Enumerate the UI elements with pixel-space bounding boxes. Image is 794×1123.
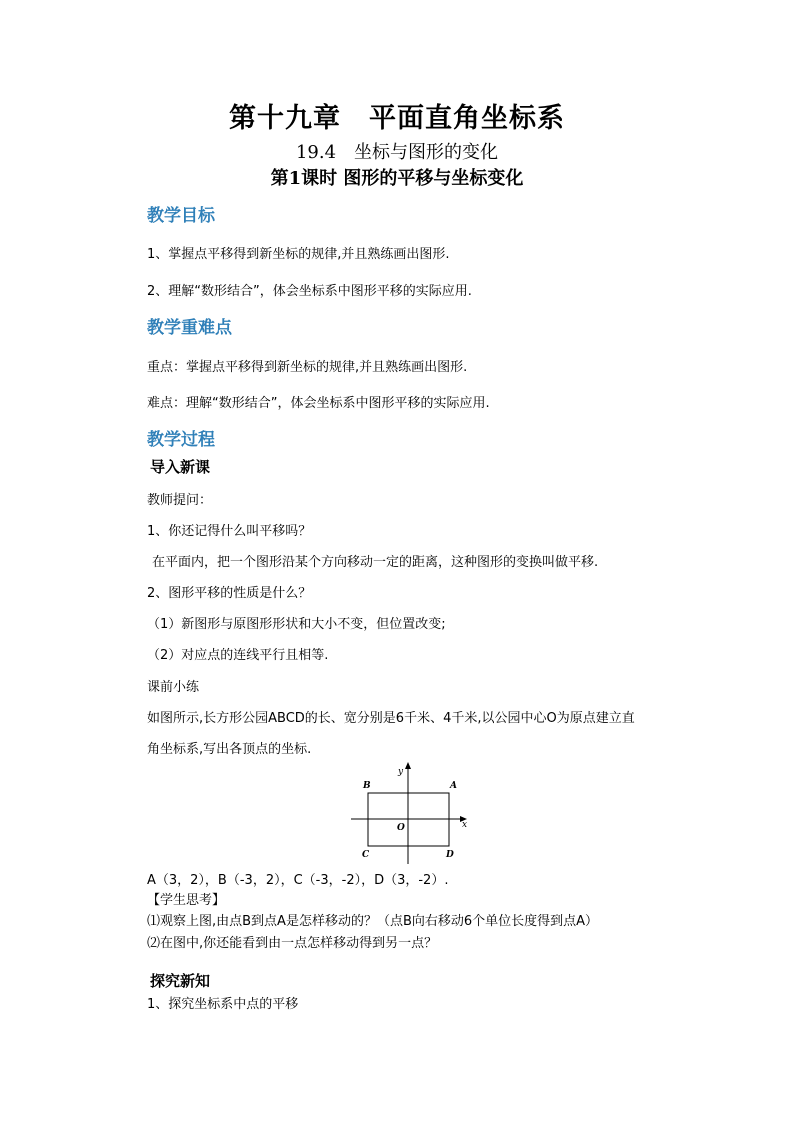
x-axis-label: x — [462, 820, 468, 830]
chapter-title: 第十九章 平面直角坐标系 — [229, 103, 565, 134]
y-axis-label: y — [398, 767, 404, 777]
coordinate-rectangle-figure — [349, 760, 473, 866]
section-title: 19.4 坐标与图形的变化 — [295, 142, 499, 163]
coordinates-answer: A（3，2），B（-3，2），C（-3，-2），D（3，-2）. — [147, 873, 449, 888]
vertex-a-label: A — [450, 781, 457, 791]
y-axis-arrow — [405, 762, 411, 769]
focus-text: 重点：掌握点平移得到新坐标的规律,并且熟练画出图形. — [147, 360, 468, 375]
vertex-d-label: D — [446, 850, 454, 860]
vertex-c-label: C — [362, 850, 370, 860]
answer-1: 在平面内，把一个图形沿某个方向移动一定的距离，这种图形的变换叫做平移. — [152, 555, 599, 570]
key-points-heading: 教学重难点 — [147, 318, 232, 338]
intro-heading: 导入新课 — [150, 458, 211, 476]
difficulty-text: 难点：理解“数形结合”，体会坐标系中图形平移的实际应用. — [147, 396, 490, 411]
teacher-question: 教师提问： — [147, 493, 213, 508]
process-heading: 教学过程 — [147, 430, 215, 450]
goal-item-2: 2、理解“数形结合”，体会坐标系中图形平移的实际应用. — [147, 284, 472, 299]
think-item-1: ⑴观察上图,由点B到点A是怎样移动的？（点B向右移动6个单位长度得到点A） — [147, 914, 599, 929]
practice-text-line-1: 如图所示,长方形公园ABCD的长、宽分别是6千米、4千米,以公园中心O为原点建立直 — [147, 711, 635, 726]
goal-item-1: 1、掌握点平移得到新坐标的规律,并且熟练画出图形. — [147, 247, 450, 262]
lesson-title: 第1课时 图形的平移与坐标变化 — [270, 168, 524, 189]
explore-item-1: 1、探究坐标系中点的平移 — [147, 997, 299, 1012]
vertex-b-label: B — [363, 781, 371, 791]
answer-2-part-2: （2）对应点的连线平行且相等. — [147, 648, 329, 663]
think-item-2: ⑵在图中,你还能看到由一点怎样移动得到另一点？ — [147, 936, 438, 951]
origin-label: O — [397, 823, 405, 833]
answer-2-part-1: （1）新图形与原图形形状和大小不变，但位置改变; — [147, 617, 446, 632]
think-heading: 【学生思考】 — [147, 893, 226, 908]
question-1: 1、你还记得什么叫平移吗？ — [147, 524, 312, 539]
practice-heading: 课前小练 — [147, 680, 200, 695]
practice-text-line-2: 角坐标系,写出各顶点的坐标. — [147, 742, 312, 757]
explore-heading: 探究新知 — [150, 972, 211, 990]
question-2: 2、图形平移的性质是什么？ — [147, 586, 312, 601]
goals-heading: 教学目标 — [147, 206, 215, 226]
